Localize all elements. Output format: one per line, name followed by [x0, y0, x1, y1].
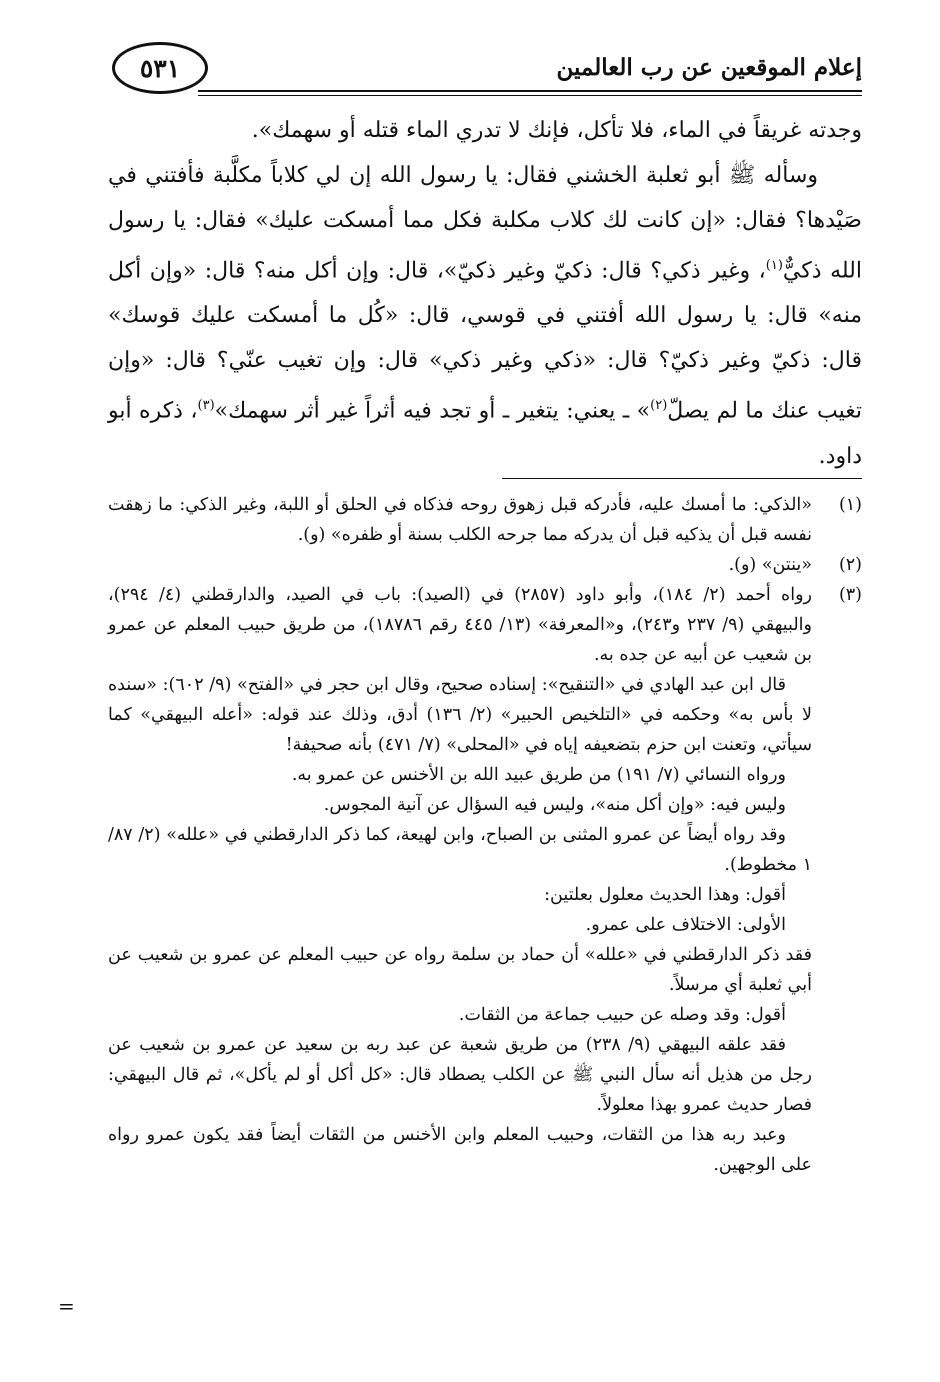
- page-number: ٥٣١: [112, 42, 208, 94]
- footnote-text: «الذكي: ما أمسك عليه، فأدركه قبل زهوق روحه فذكاه في الحلق أو اللبة، وغير الذكي: ما زهقت نفسه قبل أن يذكيه قبل أن يدركه مما جرحه الكلب بسنة أو ظفره» (و).: [108, 495, 812, 545]
- main-paragraph-1: وجدته غريقاً في الماء، فلا تأكل، فإنك لا تدري الماء قتله أو سهمك».: [251, 118, 862, 143]
- footnote-number: (١): [838, 495, 862, 515]
- footnotes: [108, 490, 862, 1180]
- footnote-3: [108, 580, 862, 1180]
- footnote-1: [108, 490, 862, 550]
- main-text: [108, 108, 862, 479]
- footnote-ref-1[interactable]: (١): [765, 258, 783, 273]
- footnote-ref-2[interactable]: (٢): [650, 398, 668, 414]
- footnote-number: (٣): [838, 585, 862, 605]
- footnote-text: وقد رواه أيضاً عن عمرو المثنى بن الصباح، وابن لهيعة، كما ذكر الدارقطني في «علله» (٢/ ٨٧/ ١ مخطوط).: [108, 825, 812, 875]
- main-text-part: ، ذكره أبو داود.: [108, 398, 862, 469]
- main-text-part: وسأله ﷺ أبو ثعلبة الخشني فقال: يا رسول الله إن لي كلاباً مكلَّبة فأفتني في صَيْدها؟ فقال: «إن كانت لك كلاب مكلبة فكل مما أمسكت عليك» فقال: يا رسول الله ذكيٌّ: [108, 163, 862, 284]
- header-rule: [198, 90, 862, 96]
- footnote-text: وعبد ربه هذا من الثقات، وحبيب المعلم وابن الأخنس من الثقات أيضاً فقد يكون عمرو رواه على الوجهين.: [108, 1125, 812, 1175]
- footnote-number: (٢): [838, 555, 862, 575]
- main-text-part: » ـ يعني: يتغير ـ أو تجد فيه أثراً غير أثر سهمك»: [214, 398, 651, 424]
- footnote-text: فقد علقه البيهقي (٩/ ٢٣٨) من طريق شعبة عن عبد ربه بن سعيد عن عمرو بن شعيب عن رجل من هذيل أنه سأل النبي ﷺ عن الكلب يصطاد قال: «كل أكل أو لم يأكل»، ثم قال البيهقي: فصار حديث عمرو بهذا معلولاً.: [108, 1035, 812, 1115]
- page-header: [112, 40, 862, 100]
- footnote-ref-3[interactable]: (٣): [197, 398, 215, 414]
- footnote-text: فقد ذكر الدارقطني في «علله» أن حماد بن سلمة رواه عن حبيب المعلم عن عمرو بن شعيب عن أبي ثعلبة أي مرسلاً.: [108, 945, 812, 995]
- footnote-2: [108, 550, 862, 580]
- footnote-text: أقول: وقد وصله عن حبيب جماعة من الثقات.: [458, 1005, 786, 1025]
- main-paragraph-2: [108, 153, 862, 479]
- footnote-text: رواه أحمد (٢/ ١٨٤)، وأبو داود (٢٨٥٧) في (الصيد): باب في الصيد، والدارقطني (٤/ ٢٩٤)، والبيهقي (٩/ ٢٣٧ و٢٤٣)، و«المعرفة» (١٣/ ٤٤٥ رقم ١٨٧٨٦)، من طريق حبيب المعلم عن عمرو بن شعيب عن أبيه عن جده به.: [108, 585, 812, 665]
- footnote-separator: [502, 478, 862, 479]
- footnote-text: وليس فيه: «وإن أكل منه»، وليس فيه السؤال عن آنية المجوس.: [323, 795, 786, 815]
- footnote-text: الأولى: الاختلاف على عمرو.: [585, 915, 786, 935]
- footnote-text: «ينتن» (و).: [728, 555, 812, 575]
- book-title: إعلام الموقعين عن رب العالمين: [556, 54, 862, 81]
- footnote-text: أقول: وهذا الحديث معلول بعلتين:: [544, 885, 786, 905]
- footnote-text: قال ابن عبد الهادي في «التنقيح»: إسناده صحيح، وقال ابن حجر في «الفتح» (٩/ ٦٠٢): «سنده لا بأس به» وحكمه في «التلخيص الحبير» (٢/ ١٣٦) أدق، وذلك عند قوله: «أعله البيهقي» كما سيأتي، وتعنت ابن حزم بتضعيفه إياه في «المحلى» (٧/ ٤٧١) بأنه صحيفة!: [108, 675, 812, 755]
- footnote-text: ورواه النسائي (٧/ ١٩١) من طريق عبيد الله بن الأخنس عن عمرو به.: [291, 765, 786, 785]
- main-text-part: ، وغير ذكي؟ قال: ذكيّ وغير ذكيّ»، قال: وإن أكل منه؟ قال: «وإن أكل منه» قال: يا رسول الله أفتني في قوسي، قال: «كُل ما أمسكت عليك قوسك» قال: ذكيّ وغير ذكيّ؟ قال: «ذكي وغير ذكي» قال: وإن تغيب عنّي؟ قال: «وإن تغيب عنك ما لم يصلّ: [108, 258, 863, 424]
- continuation-mark: =: [58, 1294, 75, 1318]
